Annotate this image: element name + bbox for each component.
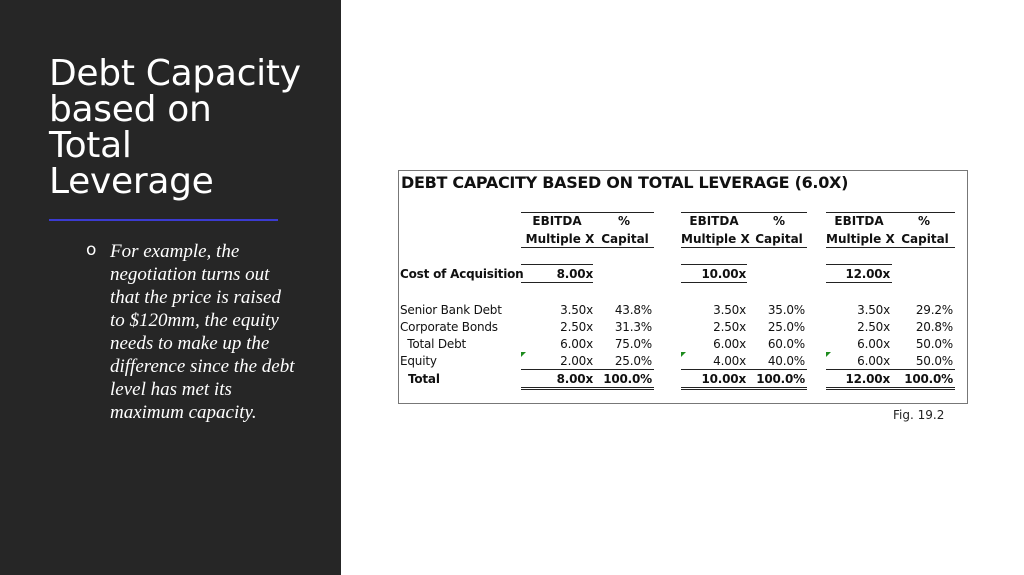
table-cell: 50.0%	[915, 337, 953, 351]
total-double-rule	[681, 387, 807, 388]
debt-capacity-figure	[398, 170, 968, 404]
cost-rule	[826, 282, 892, 283]
column-header: %	[772, 214, 786, 228]
header-rule	[521, 247, 654, 248]
row-label: Total Debt	[400, 337, 467, 351]
column-header: EBITDA	[532, 214, 582, 228]
table-cell: 6.00x	[560, 337, 593, 351]
header-rule	[521, 212, 654, 213]
title-line: Total	[49, 125, 132, 166]
cost-rule	[681, 264, 747, 265]
table-cell: 100.0%	[603, 372, 652, 386]
cost-rule	[681, 282, 747, 283]
bullet-line: that the price is raised	[110, 287, 281, 308]
row-label: Total	[400, 372, 440, 386]
total-double-rule	[826, 389, 955, 390]
table-cell: 8.00x	[556, 372, 593, 386]
bullet-line: difference since the debt	[110, 356, 295, 377]
header-rule	[681, 247, 807, 248]
table-cell: 43.8%	[614, 303, 652, 317]
total-rule	[521, 369, 654, 370]
bullet-line: level has met its	[110, 379, 232, 400]
bullet-text	[110, 240, 315, 424]
total-double-rule	[521, 387, 654, 388]
table-cell: 75.0%	[614, 337, 652, 351]
table-cell: 2.50x	[713, 320, 746, 334]
row-label: Senior Bank Debt	[400, 303, 502, 317]
cost-rule	[521, 282, 593, 283]
bullet-line: maximum capacity.	[110, 402, 257, 423]
column-header: EBITDA	[689, 214, 739, 228]
total-double-rule	[521, 389, 654, 390]
bullet-line: to $120mm, the equity	[110, 310, 279, 331]
cost-rule	[826, 264, 892, 265]
table-cell: 6.00x	[713, 337, 746, 351]
table-cell: 6.00x	[857, 354, 890, 368]
table-cell: 60.0%	[767, 337, 805, 351]
cost-value: 10.00x	[701, 267, 746, 281]
column-header: Capital	[601, 232, 649, 246]
column-header: %	[617, 214, 631, 228]
column-header: Multiple X	[826, 232, 895, 246]
cost-value: 12.00x	[845, 267, 890, 281]
column-header: %	[917, 214, 931, 228]
table-cell: 2.00x	[560, 354, 593, 368]
table-cell: 6.00x	[857, 337, 890, 351]
row-label: Corporate Bonds	[400, 320, 498, 334]
total-rule	[826, 369, 955, 370]
total-rule	[681, 369, 807, 370]
figure-title: DEBT CAPACITY BASED ON TOTAL LEVERAGE (6.0X)	[401, 173, 849, 192]
title-underline	[49, 219, 278, 221]
total-double-rule	[826, 387, 955, 388]
table-cell: 4.00x	[713, 354, 746, 368]
column-header: EBITDA	[834, 214, 884, 228]
column-header: Capital	[901, 232, 949, 246]
table-cell: 20.8%	[915, 320, 953, 334]
table-cell: 3.50x	[857, 303, 890, 317]
table-cell: 40.0%	[767, 354, 805, 368]
total-double-rule	[681, 389, 807, 390]
table-cell: 25.0%	[614, 354, 652, 368]
table-cell: 2.50x	[560, 320, 593, 334]
header-rule	[681, 212, 807, 213]
title-line: based on	[49, 89, 212, 130]
table-cell: 50.0%	[915, 354, 953, 368]
figure-caption: Fig. 19.2	[893, 408, 945, 422]
table-cell: 3.50x	[560, 303, 593, 317]
row-label: Equity	[400, 354, 437, 368]
bullet-line: For example, the	[110, 241, 240, 262]
table-cell: 3.50x	[713, 303, 746, 317]
column-header: Capital	[755, 232, 803, 246]
bullet-line: needs to make up the	[110, 333, 270, 354]
table-cell: 25.0%	[767, 320, 805, 334]
cost-value: 8.00x	[556, 267, 593, 281]
table-cell: 10.00x	[701, 372, 746, 386]
column-header: Multiple X	[525, 232, 595, 246]
table-cell: 100.0%	[756, 372, 805, 386]
table-cell: 2.50x	[857, 320, 890, 334]
cost-label: Cost of Acquisition	[400, 267, 524, 281]
header-rule	[826, 212, 955, 213]
bullet-marker: o	[86, 240, 97, 260]
header-rule	[826, 247, 955, 248]
table-cell: 35.0%	[767, 303, 805, 317]
table-cell: 12.00x	[845, 372, 890, 386]
table-cell: 29.2%	[915, 303, 953, 317]
table-cell: 100.0%	[904, 372, 953, 386]
slide-title	[49, 53, 339, 202]
cost-rule	[521, 264, 593, 265]
title-line: Debt Capacity	[49, 53, 301, 94]
bullet-line: negotiation turns out	[110, 264, 270, 285]
title-line: Leverage	[49, 161, 214, 202]
table-cell: 31.3%	[614, 320, 652, 334]
column-header: Multiple X	[681, 232, 750, 246]
